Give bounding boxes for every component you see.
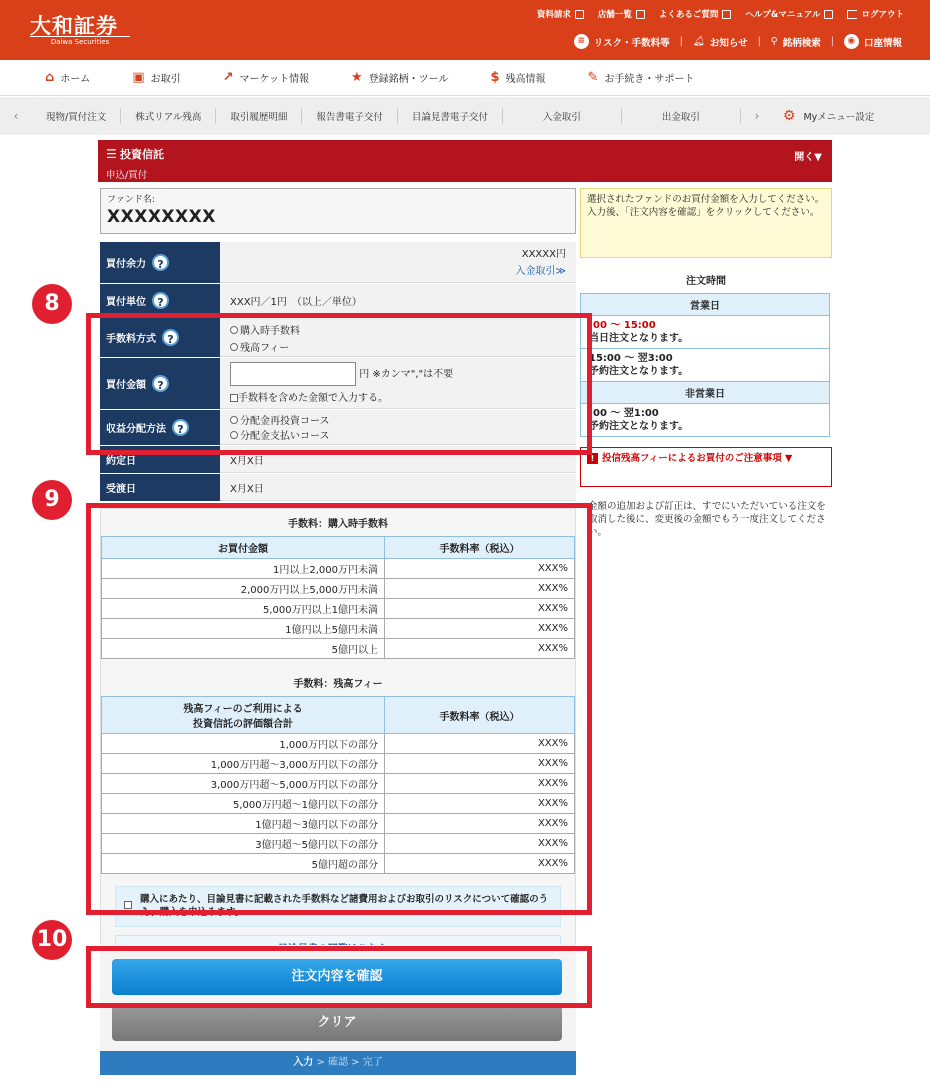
table-row: 1億円超～3億円以下の部分 XXX% — [102, 814, 575, 834]
menu-icon: ☰ — [106, 147, 117, 161]
logo-subtitle: Daiwa Securities — [30, 36, 130, 46]
subnav-item[interactable]: 現物/買付注文 — [32, 108, 121, 124]
table-row: 3,000万円超～5,000万円以下の部分 XXX% — [102, 774, 575, 794]
expand-button[interactable]: 開く▼ — [794, 152, 822, 163]
highlight-box-10 — [86, 946, 592, 1008]
subnav-item[interactable]: 入金取引 — [503, 108, 622, 124]
help-icon[interactable]: ? — [152, 375, 169, 392]
panel-title: 投資信託 — [120, 148, 164, 161]
step-badge-8: 8 — [32, 284, 72, 324]
main-nav — [0, 60, 930, 96]
table-row: 1億円以上5億円未満 XXX% — [102, 619, 575, 639]
fee2-table: 残高フィーのご利用による 投資信託の評価額合計 手数料率（税込） 1,000万円以下の部分 XXX% 1,000万円超～3,000万円以下の部分 XXX% 3,000万円超～5,000万円以下の部分 XXX% 5,000万円超～1億円以下の部分 XXX% 1億円超～3億円以下の部分 XXX% 3億円超～5億円以下の部分 XXX% 5億円超の部分 XXX% — [101, 696, 575, 874]
help-icon[interactable]: ? — [172, 419, 189, 436]
radio-payout[interactable]: 分配金支払いコース — [230, 427, 566, 442]
step-badge-10: 10 — [32, 920, 72, 960]
link-risk[interactable]: ≡ リスク・手数料等 — [574, 34, 670, 49]
table-row: 5,000万円超～1億円以下の部分 XXX% — [102, 794, 575, 814]
home-icon: ⌂ — [45, 70, 55, 85]
row-yoryoku: 買付余力 ? XXXXX円 入金取引≫ — [100, 242, 576, 284]
link-stores[interactable]: 店舗一覧 — [598, 8, 645, 20]
panel-subtitle: 申込/買付 — [106, 170, 148, 181]
external-link-icon — [722, 10, 731, 19]
dollar-icon: $ — [490, 70, 500, 85]
confirm-order-button[interactable]: 注文内容を確認 — [112, 959, 562, 995]
fund-name-label: ファンド名: — [107, 195, 155, 205]
subnav-item[interactable]: 株式リアル残高 — [121, 108, 216, 124]
document-icon: ≡ — [574, 34, 589, 49]
instruction-note: 選択されたファンドのお買付金額を入力してください。 入力後、「注文内容を確認」をクリックしてください。 — [580, 188, 832, 258]
fee1-title: 手数料：購入時手数料 — [288, 519, 388, 530]
logout-icon — [847, 10, 857, 19]
help-icon[interactable]: ? — [152, 254, 169, 271]
amount-note: 円 ※カンマ","は不要 — [359, 369, 454, 380]
site-header — [0, 0, 930, 60]
logo[interactable]: 大和証券 — [30, 13, 118, 38]
table-row: 5億円以上 XXX% — [102, 639, 575, 659]
sub-nav — [0, 97, 930, 135]
subnav-item[interactable]: 目論見書電子交付 — [398, 108, 503, 124]
table-row: 5,000万円以上1億円未満 XXX% — [102, 599, 575, 619]
deposit-link[interactable]: 入金取引≫ — [515, 266, 566, 277]
table-row: 3億円超～5億円以下の部分 XXX% — [102, 834, 575, 854]
tani-value: XXX円／1円 （以上／単位） — [220, 284, 576, 317]
help-icon[interactable]: ? — [162, 329, 179, 346]
link-account[interactable]: ◉ 口座情報 — [844, 34, 902, 49]
radio-fee-balance[interactable]: 残高フィー — [230, 339, 566, 354]
bell-icon: 🔔︎ — [692, 36, 705, 47]
right-column — [580, 188, 832, 539]
fee2-title: 手数料：残高フィー — [293, 679, 383, 690]
panel-header — [98, 140, 832, 182]
row-distribution: 収益分配方法 ? 分配金再投資コース 分配金支払いコース — [100, 410, 576, 446]
order-time-table: 営業日 :00 ～ 15:00 当日注文となります。 15:00 ～ 翌3:00 予約注文となります。 非営業日 :00 ～ 翌1:00 予約注文となります。 — [580, 293, 830, 437]
nav-support[interactable]: ✎ お手続き・サポート — [587, 70, 695, 85]
top-links — [537, 8, 904, 20]
nav-tools[interactable]: ★ 登録銘柄・ツール — [351, 70, 449, 85]
progress-steps: 入力 > 確認 > 完了 — [100, 1051, 576, 1075]
include-fee-checkbox[interactable]: 手数料を含めた金額で入力する。 — [230, 389, 566, 404]
fee1-table: お買付金額 手数料率（税込） 1円以上2,000万円未満 XXX% 2,000万円以上5,000万円未満 XXX% 5,000万円以上1億円未満 XXX% 1億円以上5億円未満 XXX% 5億円以上 XXX% — [101, 536, 575, 659]
row-ukewatashi: 受渡日 X月X日 — [100, 474, 576, 502]
link-search[interactable]: ⚲ 銘柄検索 — [770, 36, 821, 49]
link-request[interactable]: 資料請求 — [537, 8, 584, 20]
fund-panel — [98, 140, 832, 182]
table-row: 1,000万円以下の部分 XXX% — [102, 734, 575, 754]
nav-trade[interactable]: ▣ お取引 — [132, 70, 181, 85]
gear-icon: ⚙ — [782, 108, 796, 124]
row-fee-method: 手数料方式 ? 購入時手数料 残高フィー — [100, 318, 576, 358]
fund-name-box — [100, 188, 576, 234]
star-icon: ★ — [351, 70, 363, 85]
radio-reinvest[interactable]: 分配金再投資コース — [230, 412, 566, 427]
balance-fee-warning[interactable]: ! 投信残高フィーによるお買付のご注意事項 ▼ — [580, 447, 832, 487]
alert-icon: ! — [587, 453, 598, 464]
yoryoku-value: XXXXX円 — [521, 249, 566, 260]
link-notice[interactable]: 🔔︎ お知らせ — [692, 36, 748, 49]
subnav-item[interactable]: 出金取引 — [622, 108, 741, 124]
header-sublinks: ≡ リスク・手数料等 | 🔔︎ お知らせ | ⚲ 銘柄検索 | ◉ 口座情報 — [574, 34, 902, 49]
external-link-icon — [636, 10, 645, 19]
link-faq[interactable]: よくあるご質問 — [659, 8, 732, 20]
link-logout[interactable]: ログアウト — [847, 8, 904, 20]
help-icon[interactable]: ? — [152, 292, 169, 309]
nav-balance[interactable]: $ 残高情報 — [490, 70, 546, 85]
external-link-icon — [824, 10, 833, 19]
external-link-icon — [575, 10, 584, 19]
mymenu-settings[interactable]: ⚙ Myメニュー設定 — [782, 108, 875, 124]
row-amount: 買付金額 ? 円 ※カンマ","は不要 手数料を含めた金額で入力する。 — [100, 358, 576, 410]
chevron-right-icon[interactable]: › — [754, 109, 760, 123]
row-yakujo: 約定日 X月X日 — [100, 446, 576, 474]
table-row: 1,000万円超～3,000万円以下の部分 XXX% — [102, 754, 575, 774]
search-icon: ⚲ — [770, 36, 778, 47]
step-badge-9: 9 — [32, 480, 72, 520]
table-row: 2,000万円以上5,000万円未満 XXX% — [102, 579, 575, 599]
correction-note: 金額の追加および訂正は、すでにいただいている注文を取消した後に、変更後の金額でもう一度注文してください。 — [588, 501, 826, 538]
radio-fee-purchase[interactable]: 購入時手数料 — [230, 322, 566, 337]
account-icon: ◉ — [844, 34, 859, 49]
link-help[interactable]: ヘルプ&マニュアル — [745, 8, 833, 20]
highlight-box-8 — [86, 313, 592, 455]
highlight-box-9 — [86, 503, 592, 915]
order-time-title: 注文時間 — [686, 276, 726, 287]
chart-icon: ↗ — [222, 70, 234, 85]
fund-name-value: XXXXXXXX — [107, 207, 216, 227]
row-tani: 買付単位 ? XXX円／1円 （以上／単位） — [100, 284, 576, 318]
clear-button[interactable]: クリア — [112, 1005, 562, 1041]
agree-checkbox[interactable]: 購入にあたり、目論見書に記載された手数料など諸費用およびお取引のリスクについて確認のうえ、購入を申込みます。 — [115, 886, 561, 927]
trade-icon: ▣ — [132, 70, 145, 85]
table-row: 1円以上2,000万円未満 XXX% — [102, 559, 575, 579]
pen-icon: ✎ — [587, 70, 599, 85]
nav-market[interactable]: ↗ マーケット情報 — [222, 70, 310, 85]
subnav-item[interactable]: 報告書電子交付 — [302, 108, 398, 124]
subnav-item[interactable]: 取引履歴明細 — [216, 108, 302, 124]
nav-home[interactable]: ⌂ ホーム — [45, 70, 91, 85]
chevron-left-icon[interactable]: ‹ — [13, 109, 19, 123]
table-row: 5億円超の部分 XXX% — [102, 854, 575, 874]
